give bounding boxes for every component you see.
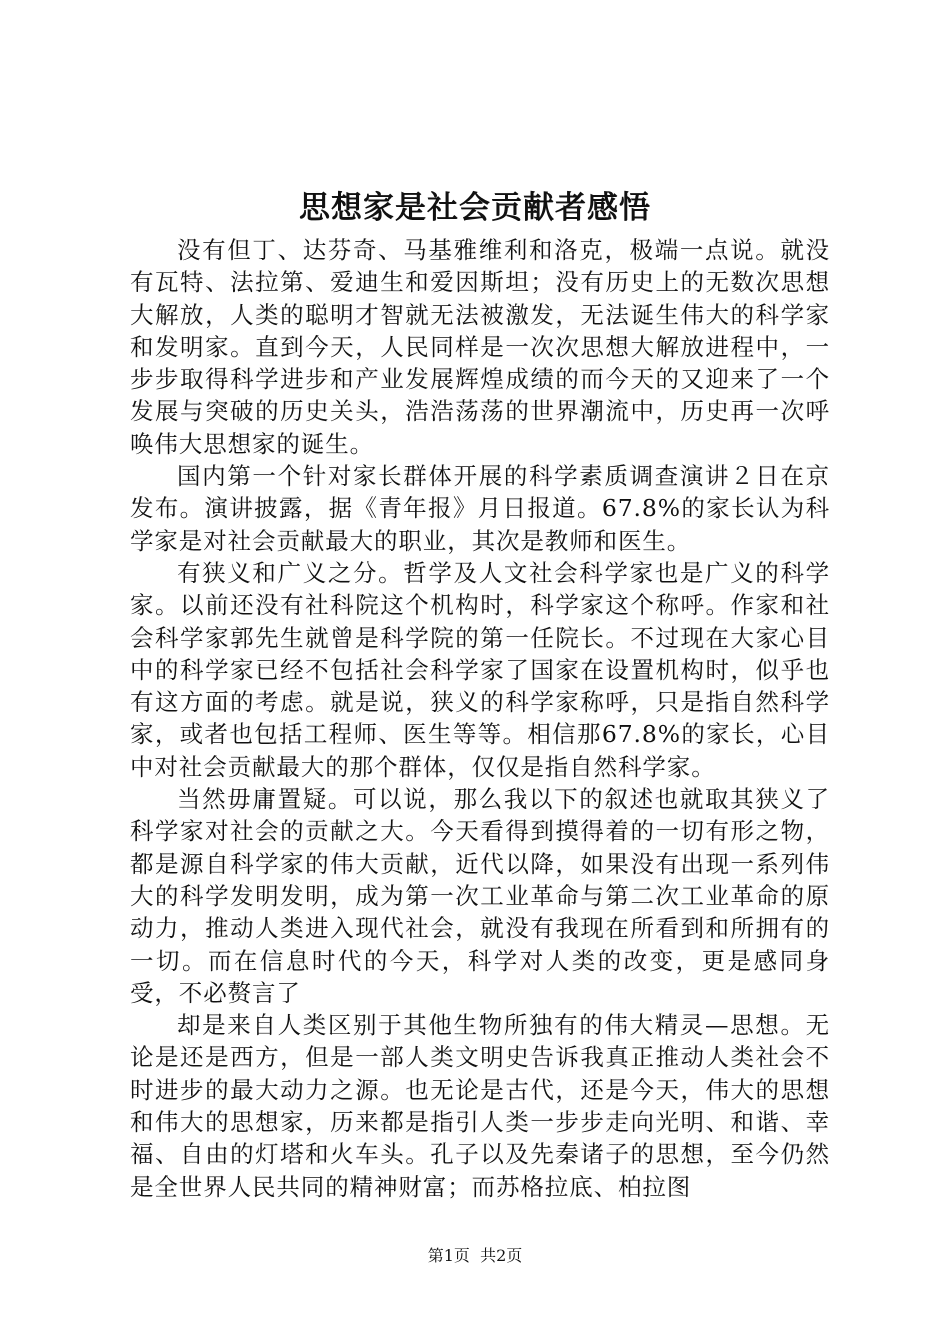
page-number-label: 第1页 共2页 bbox=[427, 1246, 523, 1265]
document-body bbox=[130, 234, 830, 1203]
paragraph: 国内第一个针对家长群体开展的科学素质调查演讲２日在京发布。演讲披露，据《青年报》月日报道。67.8%的家长认为科学家是对社会贡献最大的职业，其次是教师和医生。 bbox=[130, 462, 830, 555]
document-title: 思想家是社会贡献者感悟 bbox=[299, 190, 651, 226]
paragraph: 没有但丁、达芬奇、马基雅维利和洛克，极端一点说。就没有瓦特、法拉第、爱迪生和爱因斯坦；没有历史上的无数次思想大解放，人类的聪明才智就无法被激发，无法诞生伟大的科学家和发明家。直到今天，人民同样是一次次思想大解放进程中，一步步取得科学进步和产业发展辉煌成绩的而今天的又迎来了一个发展与突破的历史关头，浩浩荡荡的世界潮流中，历史再一次呼唤伟大思想家的诞生。 bbox=[130, 236, 830, 458]
page-footer bbox=[0, 1246, 950, 1266]
paragraph: 有狭义和广义之分。哲学及人文社会科学家也是广义的科学家。以前还没有社科院这个机构时，科学家这个称呼。作家和社会科学家郭先生就曾是科学院的第一任院长。不过现在大家心目中的科学家已经不包括社会科学家了国家在设置机构时，似乎也有这方面的考虑。就是说，狭义的科学家称呼，只是指自然科学家，或者也包括工程师、医生等等。相信那67.8%的家长，心目中对社会贡献最大的那个群体，仅仅是指自然科学家。 bbox=[130, 558, 830, 781]
paragraph: 当然毋庸置疑。可以说，那么我以下的叙述也就取其狭义了科学家对社会的贡献之大。今天看得到摸得着的一切有形之物，都是源自科学家的伟大贡献，近代以降，如果没有出现一系列伟大的科学发明发明，成为第一次工业革命与第二次工业革命的原动力，推动人类进入现代社会，就没有我现在所看到和所拥有的一切。而在信息时代的今天，科学对人类的改变，更是感同身受，不必赘言了 bbox=[130, 785, 830, 1007]
paragraph: 却是来自人类区别于其他生物所独有的伟大精灵—思想。无论是还是西方，但是一部人类文明史告诉我真正推动人类社会不时进步的最大动力之源。也无论是古代，还是今天，伟大的思想和伟大的思想家，历来都是指引人类一步步走向光明、和谐、幸福、自由的灯塔和火车头。孔子以及先秦诸子的思想，至今仍然是全世界人民共同的精神财富；而苏格拉底、柏拉图 bbox=[130, 1011, 830, 1201]
